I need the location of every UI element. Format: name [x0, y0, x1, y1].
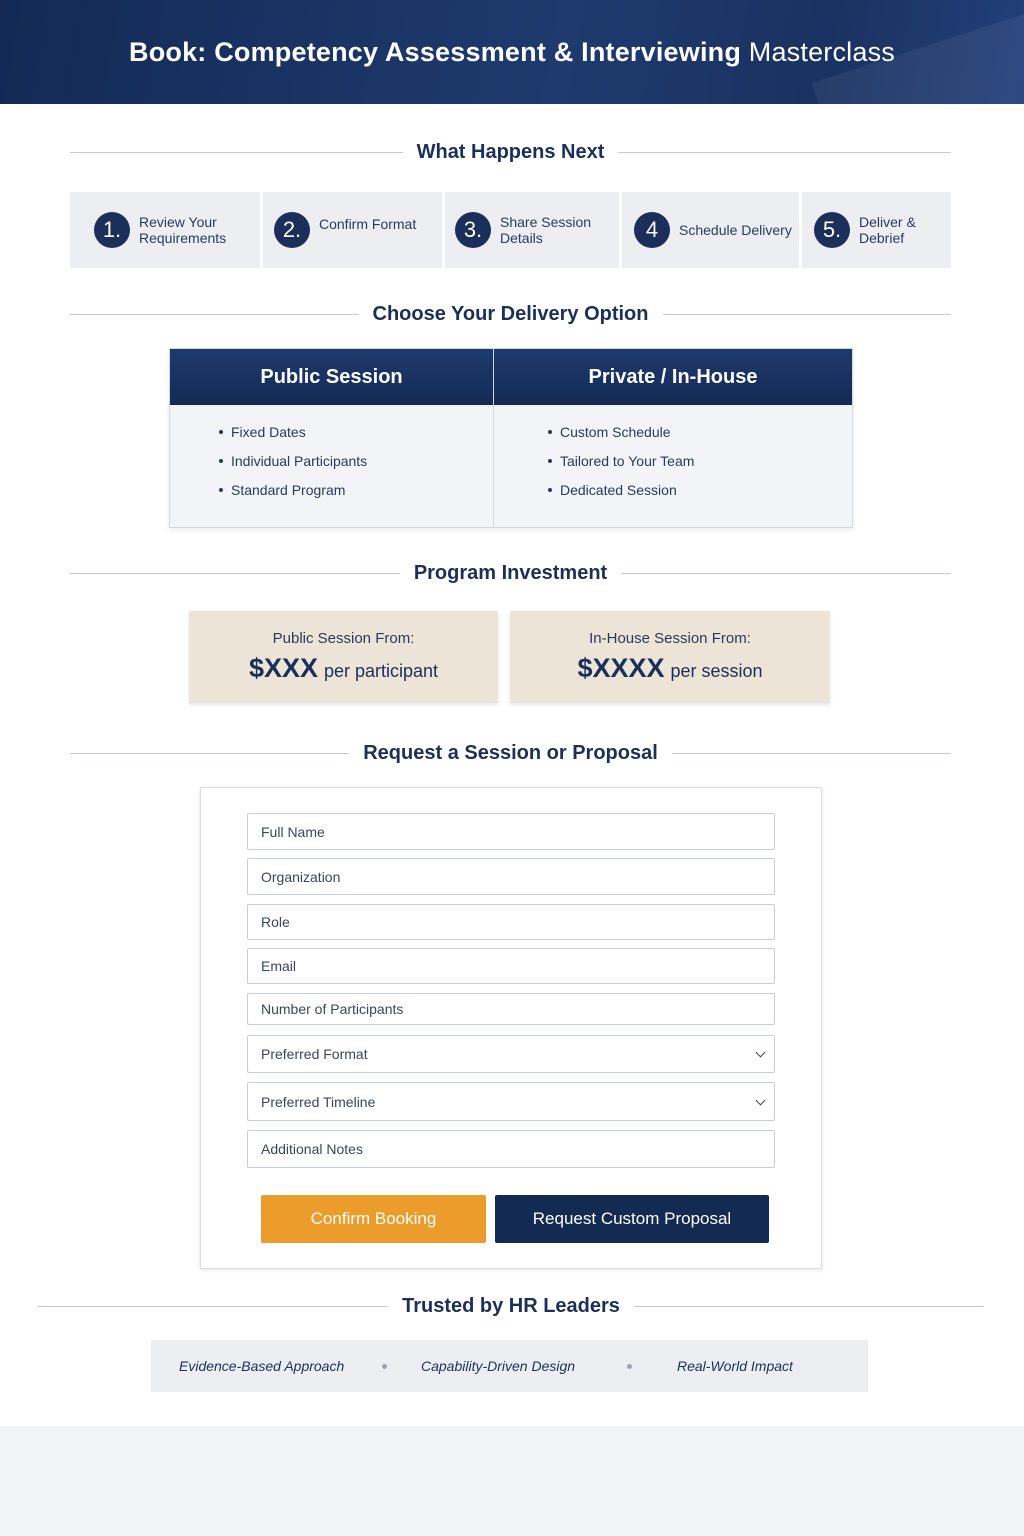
- feature-list: [494, 405, 852, 511]
- list-item: Fixed Dates: [170, 424, 493, 453]
- role-input[interactable]: Role: [247, 904, 775, 940]
- list-item: Tailored to Your Team: [494, 453, 852, 482]
- feature-list: [170, 405, 493, 511]
- public-session-option[interactable]: [170, 349, 494, 527]
- step-label: Review Your Requirements: [139, 214, 227, 246]
- step-number: 4: [634, 212, 670, 248]
- section-heading-delivery: Choose Your Delivery Option: [70, 299, 951, 329]
- step-number: 5.: [814, 212, 850, 248]
- preferred-timeline-select[interactable]: Preferred Timeline: [247, 1082, 775, 1121]
- additional-notes-input[interactable]: Additional Notes: [247, 1130, 775, 1168]
- participants-input[interactable]: Number of Participants: [247, 993, 775, 1025]
- chevron-down-icon: [756, 1095, 766, 1105]
- price-label: Public Session From:: [272, 630, 415, 647]
- step-4: [622, 192, 799, 268]
- booking-form: [200, 787, 822, 1269]
- price-amount: $XXXX: [577, 653, 665, 683]
- page-content: [0, 104, 1024, 1426]
- request-proposal-button[interactable]: Request Custom Proposal: [495, 1195, 769, 1243]
- separator-dot-icon: [382, 1364, 387, 1369]
- public-price-card: [189, 611, 498, 703]
- price-unit: per participant: [323, 661, 439, 681]
- option-heading: Private / In-House: [494, 349, 852, 405]
- step-5: [802, 192, 951, 268]
- price-amount: $XXX: [248, 653, 318, 683]
- step-label: Deliver & Debrief: [859, 214, 916, 246]
- step-2: [263, 192, 442, 268]
- organization-input[interactable]: Organization: [247, 858, 775, 895]
- section-heading-request: Request a Session or Proposal: [70, 738, 951, 768]
- private-session-option[interactable]: [494, 349, 852, 527]
- email-input[interactable]: Email: [247, 948, 775, 984]
- trust-item: Capability-Driven Design: [421, 1358, 576, 1374]
- trust-item: Real-World Impact: [677, 1358, 793, 1374]
- trust-bar: [151, 1340, 868, 1392]
- price-label: In-House Session From:: [589, 630, 751, 647]
- section-heading-next: What Happens Next: [70, 137, 951, 167]
- page-header: [0, 0, 1024, 104]
- step-label: Confirm Format: [319, 216, 417, 232]
- preferred-format-select[interactable]: Preferred Format: [247, 1035, 775, 1073]
- process-steps: [70, 192, 951, 268]
- confirm-booking-button[interactable]: Confirm Booking: [261, 1195, 486, 1243]
- full-name-input[interactable]: Full Name: [247, 813, 775, 850]
- section-heading-investment: Program Investment: [70, 558, 951, 588]
- list-item: Standard Program: [170, 482, 493, 511]
- step-number: 3.: [455, 212, 491, 248]
- list-item: Custom Schedule: [494, 424, 852, 453]
- step-number: 1.: [94, 212, 130, 248]
- step-3: [445, 192, 619, 268]
- price-unit: per session: [670, 661, 763, 681]
- delivery-options: [169, 348, 853, 528]
- chevron-down-icon: [756, 1048, 766, 1058]
- section-heading-trust: Trusted by HR Leaders: [38, 1291, 984, 1321]
- list-item: Individual Participants: [170, 453, 493, 482]
- list-item: Dedicated Session: [494, 482, 852, 511]
- step-number: 2.: [274, 212, 310, 248]
- step-label: Share Session Details: [500, 214, 592, 246]
- trust-item: Evidence-Based Approach: [179, 1358, 345, 1374]
- inhouse-price-card: [510, 611, 830, 703]
- separator-dot-icon: [627, 1364, 632, 1369]
- step-1: [70, 192, 260, 268]
- option-heading: Public Session: [170, 349, 493, 405]
- step-label: Schedule Delivery: [679, 222, 792, 238]
- page-title: Book: Competency Assessment & Interviewing Masterclass: [129, 36, 895, 67]
